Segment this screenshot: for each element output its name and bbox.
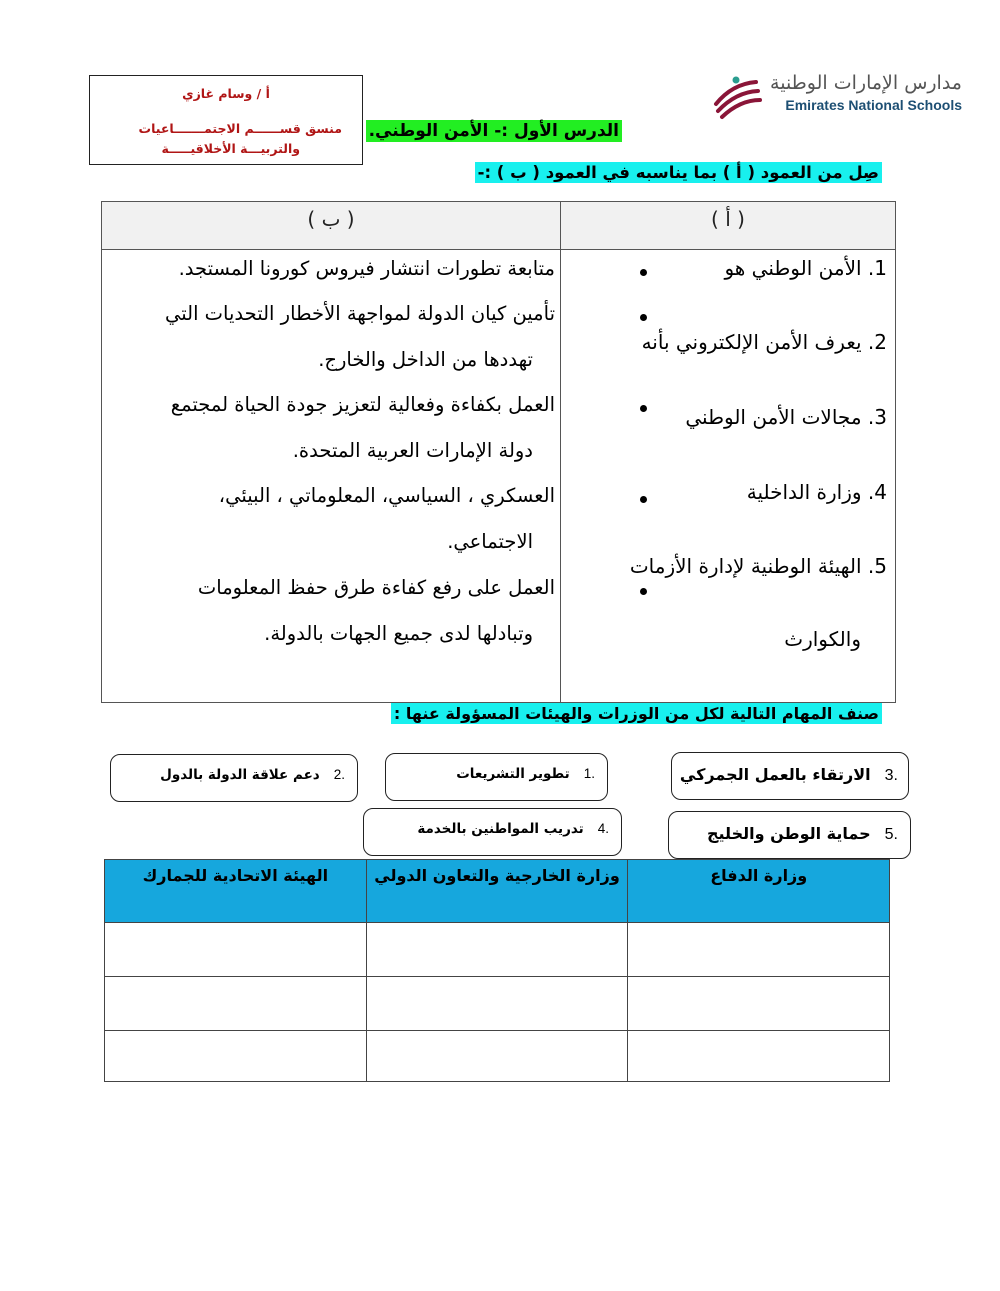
column-b-item-1: متابعة تطورات انتشار فيروس كورونا المستجد. xyxy=(178,257,555,280)
table-row xyxy=(105,1031,890,1082)
column-a-item-4 xyxy=(747,480,887,504)
column-b-item-3-line2: دولة الإمارات العربية المتحدة. xyxy=(292,439,533,462)
column-a-item-5 xyxy=(630,554,887,578)
teacher-name: أ / وسام غازي xyxy=(182,86,270,101)
task-card-5[interactable] xyxy=(668,811,911,859)
item-number: 1. xyxy=(867,256,887,280)
column-b-item-2-line2: تهددها من الداخل والخارج. xyxy=(318,348,533,371)
task-number: .3 xyxy=(884,767,898,784)
task-text: دعم علاقة الدولة بالدول xyxy=(160,767,320,783)
item-number: 3. xyxy=(867,405,887,429)
answer-cell[interactable] xyxy=(628,923,890,977)
column-b-header: ( ب ) xyxy=(102,202,561,250)
match-instruction: صِل من العمود ( أ ) بما يناسبه في العمود ( ب ) :- xyxy=(475,162,882,183)
item-text: الهيئة الوطنية لإدارة الأزمات xyxy=(629,554,862,578)
teacher-role-line2: والتربيـــة الأخلاقيـــــة xyxy=(161,141,300,156)
bullet-icon xyxy=(640,588,647,595)
column-divider xyxy=(560,249,561,702)
task-text: تطوير التشريعات xyxy=(456,766,570,782)
bullet-icon xyxy=(640,496,647,503)
bullet-icon xyxy=(640,314,647,321)
task-number: .5 xyxy=(884,826,898,843)
answer-cell[interactable] xyxy=(366,977,628,1031)
column-b-item-3-line1: العمل بكفاءة وفعالية لتعزيز جودة الحياة لمجتمع xyxy=(170,393,555,416)
lesson-title: الدرس الأول :- الأمن الوطني. xyxy=(366,120,622,142)
column-a-item-3 xyxy=(685,405,887,429)
answer-cell[interactable] xyxy=(105,1031,367,1082)
item-number: 2. xyxy=(867,330,887,354)
task-number: .1 xyxy=(583,766,595,781)
item-text: والكوارث xyxy=(784,627,861,651)
task-text: تدريب المواطنين بالخدمة xyxy=(417,821,584,837)
task-text: حماية الوطن والخليج xyxy=(706,824,871,843)
column-b-item-5-line2: وتبادلها لدى جميع الجهات بالدولة. xyxy=(264,622,533,645)
column-a-header: ( أ ) xyxy=(561,202,895,250)
item-text: وزارة الداخلية xyxy=(746,480,862,504)
header-foreign-affairs: وزارة الخارجية والتعاون الدولي xyxy=(366,860,628,923)
teacher-info-box xyxy=(89,75,363,165)
column-b-item-4-line1: العسكري ، السياسي، المعلوماتي ، البيئي، xyxy=(218,484,555,507)
task-card-4[interactable] xyxy=(363,808,622,856)
answer-cell[interactable] xyxy=(628,977,890,1031)
task-number: .4 xyxy=(597,821,609,836)
classification-header-row xyxy=(105,860,890,923)
table-row xyxy=(105,923,890,977)
answer-cell[interactable] xyxy=(105,977,367,1031)
classify-instruction: صنف المهام التالية لكل من الوزرات والهيئات المسؤولة عنها : xyxy=(391,703,882,724)
task-card-2[interactable] xyxy=(110,754,358,802)
classification-table xyxy=(104,859,890,1082)
logo-arabic-text: مدارس الإمارات الوطنية xyxy=(770,72,962,94)
header-defense-ministry: وزارة الدفاع xyxy=(628,860,890,923)
column-a-item-1 xyxy=(724,256,887,280)
item-number: 4. xyxy=(867,480,887,504)
task-number: .2 xyxy=(333,767,345,782)
task-card-3[interactable] xyxy=(671,752,909,800)
item-text: الأمن الوطني هو xyxy=(724,256,862,280)
column-a-item-5-continued xyxy=(784,627,861,651)
item-text: مجالات الأمن الوطني xyxy=(685,405,862,429)
item-text: يعرف الأمن الإلكتروني بأنه xyxy=(641,330,862,354)
school-logo xyxy=(712,72,962,124)
column-b-item-4-line2: الاجتماعي. xyxy=(447,530,533,553)
item-number: 5. xyxy=(867,554,887,578)
column-b-item-5-line1: العمل على رفع كفاءة طرق حفظ المعلومات xyxy=(197,576,555,599)
school-logo-mark-icon xyxy=(712,74,762,120)
logo-english-text: Emirates National Schools xyxy=(785,97,962,113)
bullet-icon xyxy=(640,405,647,412)
answer-cell[interactable] xyxy=(105,923,367,977)
task-card-1[interactable] xyxy=(385,753,608,801)
bullet-icon xyxy=(640,269,647,276)
matching-table xyxy=(101,201,896,703)
answer-cell[interactable] xyxy=(628,1031,890,1082)
header-customs-authority: الهيئة الاتحادية للجمارك xyxy=(105,860,367,923)
answer-cell[interactable] xyxy=(366,923,628,977)
column-a-item-2 xyxy=(642,330,887,354)
table-row xyxy=(105,977,890,1031)
answer-cell[interactable] xyxy=(366,1031,628,1082)
column-b-item-2-line1: تأمين كيان الدولة لمواجهة الأخطار التحديات التي xyxy=(164,302,555,325)
teacher-role-line1: منسق قســــــم الاجتمـــــــاعيات xyxy=(138,121,342,136)
task-text: الارتقاء بالعمل الجمركي xyxy=(679,765,871,784)
